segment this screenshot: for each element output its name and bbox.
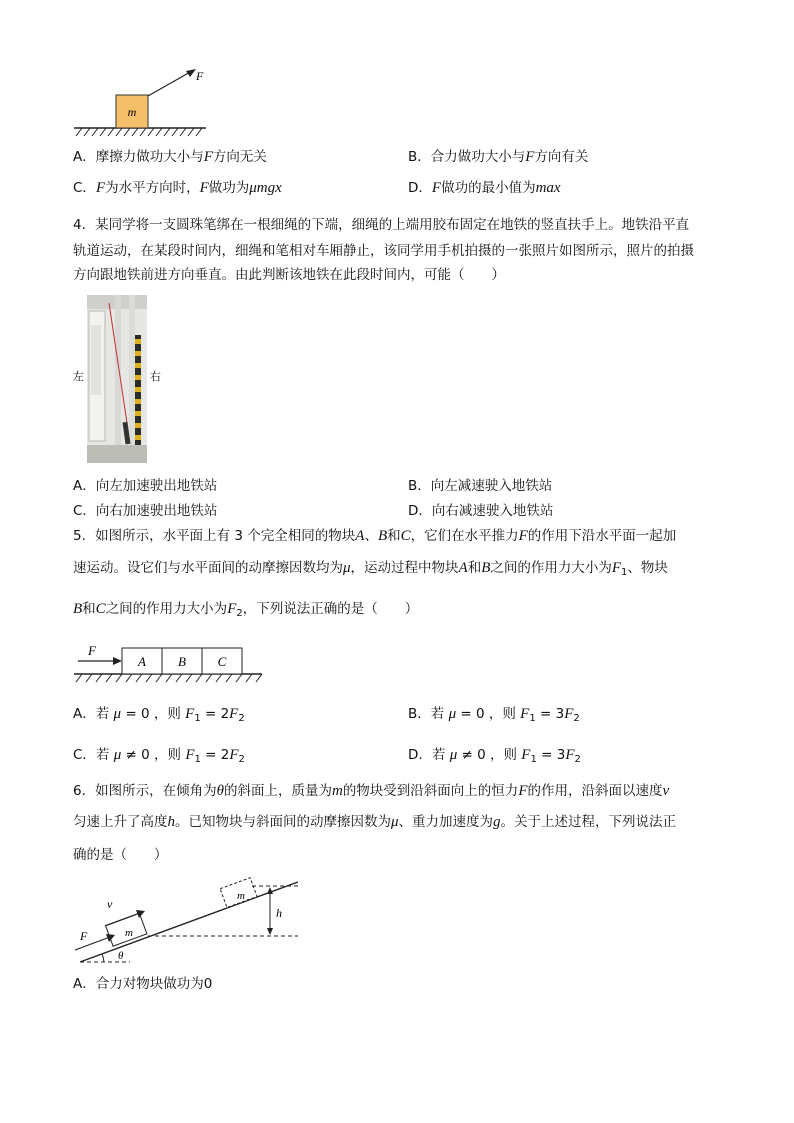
force-arrowhead [186,69,196,77]
q3-option-b[interactable]: B．合力做功大小与F方向有关 [408,149,589,165]
q5-figure [70,640,270,688]
q6-text-line-3: 确的是（ ） [73,847,168,863]
push-force-arrowhead [113,657,122,665]
q3-figure [70,60,220,140]
push-force-label: F [88,643,96,658]
height-label: h [276,906,282,920]
block-a-label: A [138,654,146,669]
q3-option-d[interactable]: D．F做功的最小值为max [408,180,561,196]
ground-hatch [76,128,202,136]
q4-text-line-1: 4．某同学将一支圆珠笔绑在一根细绳的下端，细绳的上端用胶布固定在地铁的竖直扶手上。地铁沿平直 [73,217,690,233]
q4-option-a[interactable]: A．向左加速驶出地铁站 [73,478,218,494]
force-arrow [148,71,192,96]
q4-photo-right-label: 右 [150,370,161,383]
q6-option-a[interactable]: A．合力对物块做功为0 [73,976,213,992]
q5-option-b[interactable]: B．若 μ = 0 ，则 $F_1 = 3F_2$ [408,706,580,724]
q6-figure [70,870,310,970]
height-arrowhead-top [267,887,273,894]
q5-option-d[interactable]: D．若 μ ≠ 0 ，则 $F_1 = 3F_2$ [408,747,581,765]
q3-option-c[interactable]: C．F为水平方向时，F做功为μmgx [73,180,282,196]
velocity-label: v [107,897,113,911]
block-lower-label: m [125,927,133,939]
angle-label: θ [118,950,124,962]
q4-option-b[interactable]: B．向左减速驶入地铁站 [408,478,553,494]
q5-text-line-3: B和C之间的作用力大小为$F_2$，下列说法正确的是（ ） [73,601,419,619]
block-b-label: B [178,654,186,669]
q5-text-line-2: 速运动。设它们与水平面间的动摩擦因数均为μ，运动过程中物块A和B之间的作用力大小为$F_1$、物块 [73,560,668,578]
force-label: F [196,69,204,83]
q3-option-a[interactable]: A．摩擦力做功大小与F方向无关 [73,149,267,165]
q6-text-line-1: 6．如图所示，在倾角为θ的斜面上，质量为m的物块受到沿斜面向上的恒力F的作用，沿斜面以速度v [73,783,670,799]
q6-text-line-2: 匀速上升了高度h。已知物块与斜面间的动摩擦因数为μ、重力加速度为g。关于上述过程，下列说法正 [73,814,677,830]
block-m-label: m [127,105,137,119]
q5-option-a[interactable]: A．若 μ = 0 ，则 $F_1 = 2F_2$ [73,706,245,724]
block-upper-label: m [237,890,245,902]
q5-option-c[interactable]: C．若 μ ≠ 0 ，则 $F_1 = 2F_2$ [73,747,245,765]
q4-text-line-2: 轨道运动，在某段时间内，细绳和笔相对车厢静止，该同学用手机拍摄的一张照片如图所示，照片的拍摄 [73,243,694,259]
q4-photo-left-label: 左 [73,370,84,383]
angle-arc [102,954,104,962]
block-c-label: C [217,654,227,669]
q4-option-c[interactable]: C．向右加速驶出地铁站 [73,503,218,519]
height-arrowhead-bottom [267,928,273,935]
force-label: F [80,929,88,943]
incline-surface [80,882,298,962]
q4-text-line-3: 方向跟地铁前进方向垂直。由此判断该地铁在此段时间内，可能（ ） [73,267,505,283]
q4-photo [87,295,147,463]
q4-option-d[interactable]: D．向右减速驶入地铁站 [408,503,554,519]
q5-text-line-1: 5．如图所示，水平面上有 3 个完全相同的物块A、B和C，它们在水平推力F的作用下沿水平面一起加 [73,528,677,544]
